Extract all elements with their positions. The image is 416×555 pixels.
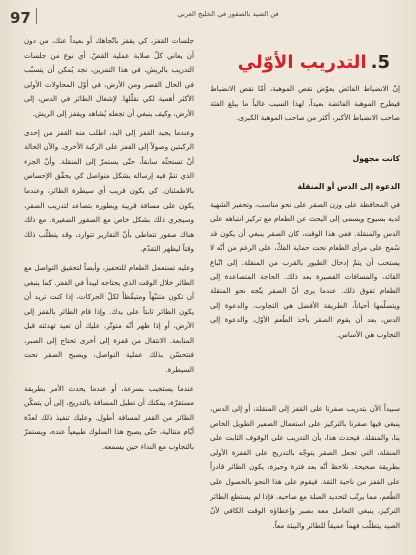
section-body [210, 198, 400, 342]
author-attribution: كانت مجهول [352, 154, 400, 163]
chapter-number: 5. [370, 52, 390, 73]
bottom-text: سبيداً الآن بتدريب صقرنا على القفز إلى المنقلة، أو إلى الدس، ينبغي فيها صقرنا بالتركيز على استعمال الصفير الطويل الخاص بنا، والمنقلة. فيحدث هذا، بأن التدريب على الوقوف الثابت على المنقلة، التي تجعل الصقر يتوجّه بالتدريج على القفزة الأولى بطريقة صحيحة. نلاحظ أنّه بعد فترة وجيزة، يكون الطائر قادراً على القفز من ناحية الثقة. فيقوم على هذا النحو بالحصول على الطُعم، مما يرتّب لتحديد الصلة مع صاحبه. فإذا لم يستطع الطائر التركيز، ينبغي التعامل معه بصبر وإعطاؤه الوقت الكافي لأنّ الصيد يتطلّب فهماً عميقاً للطائر والبيئة معاً. [210, 404, 400, 530]
intro-text: إنّ الانضباط الفائض يعوّض نقص الموهبة، أمّا نقص الانضباط فيطرح الموهبة الفائضة بعيداً، لهذا السبب غالباً ما يبلغ الفئة صاحب الانضباط الأكبر، أكثر من صاحب الموهبة الكبرى. [210, 84, 400, 123]
left-column [24, 34, 194, 459]
left-paragraph: وعندما يجيد القفز إلى اليد، اطلب منه القفز من إحدى الركبتين وصولاً إلى القفز على الركبة الأخرى. والآن الحالة أنّ تستحثّه سابقاً، حتّى يستمرّ إلى المنقلة. وأنّ الجزء الذي تتمّ فيه إرساله بشكل متواصل كي يحقّق الإحساس بالاطمئنان. كي يكون قريب أي سيطرة الطائر، وعندما يكون على مسافة قريبة ويطوره بتصاعد لتدريب الصقر، وسيجري ذلك بشكل خاص مع الصقور الصغيرة. مع ذلك هناك صقور تتعاطى بأنّ التقارير تتوارد، وقد يتطلّب ذلك وقتاً ليظهر التقدّم. [24, 127, 194, 254]
chapter-heading [238, 52, 390, 73]
intro-paragraph [210, 82, 400, 130]
section-heading: الدعوة إلى الدس أو المنقلة [297, 182, 400, 191]
header-divider [36, 8, 37, 24]
section-paragraph: في المحافظة على وزن الصقر على نحو مناسب، وتحفيز الشهية لديه بسيوح ويسمى إلى البحث عن الطعام مع تركيز انتباهه على الدس والمنقلة. ففي هذا الوقت، كان الصقر ينبغي أن يكون قد سُمح على مرأى الطعام تحت حماية الفكّ، على الرغم من أنّه لا يستحب أن يتمّ إدخال الطيور بالقرب من المنقلة. إلى اتّباع القائد، والمسافات القصيرة بعد ذلك. الحاجة المتصاعدة إلى الطعام تفوق ذلك. عندما يرى أنّ الصقر يتّجه نحو المنقلة ويتسلّمها أحياناً، الطريقة الأفضل هي التجاوب. والدعوة إلى الدس، بعد أن يقوم الصقر بأخذ الطُعم الأوّل، والدعوة إلى التجاوب هي الأساس. [210, 200, 400, 339]
left-paragraph: جلسات القفز، كي يقفز باتّجاهك أو بعيداً عنك، من دون أن يعاني كلّ صلابة عملية القصّ. أي نوع من جلسات التدريب بالريش، في هذا التمرين، نجد يُمكن أن يتسبّب في الحال القصر ومن الأرض، في أوّل المحاولات الأولى الأكثر أهمية لكي نقلّلها. لإشغال الطائر في الدس، إلى الأرض، وكيف ينبغي أن تجعله يُشاهد ويقفز إلى الريش. [24, 36, 194, 118]
chapter-title: التدريب الأوّلي [237, 52, 367, 73]
bottom-paragraph [210, 402, 400, 537]
running-header: فن الصيد بالصقور في الخليج العربي [177, 10, 279, 18]
left-paragraph: وعليه تستعمل الطعام للتحفيز، وأيضاً لتحقيق التواصل مع الطائر خلال الوقت الذي يحتاجه ليبدأ في القفز. كما ينبغي أن تكون متنبّهاً ومتيقّظاً لكلّ الحركات، إذا كنت تريد أن يكون الطائر ثابتاً على يدك. وإذا قام الطائر بالقفز إلى الأرض، أو إذا ظهر أنّه متوتّر، عليك أن تعيد تهدئته قبل المتابعة. الانتقال من قفزة إلى أخرى تحتاج إلى الصبر، فتتحسّن بذلك عملية التواصل، ويصبح الصقر تحت السيطرة. [24, 262, 194, 375]
left-paragraph: عندما يستجيب بسرعة، أو عندما يحدث الأمر بطريقة مستقرّة، يمكنك أن تطيل المسافة بالتدريج، إلى أن يتمكّن الطائر من القفز لمسافة أطول. وعليك تنفيذ ذلك لعدّة أيّام متتالية، حتّى يصبح هذا السلوك طبيعياً عنده، ويستمرّ بالتجاوب مع النداء حين يسمعه. [24, 383, 194, 452]
page-number: 97 [10, 9, 31, 27]
